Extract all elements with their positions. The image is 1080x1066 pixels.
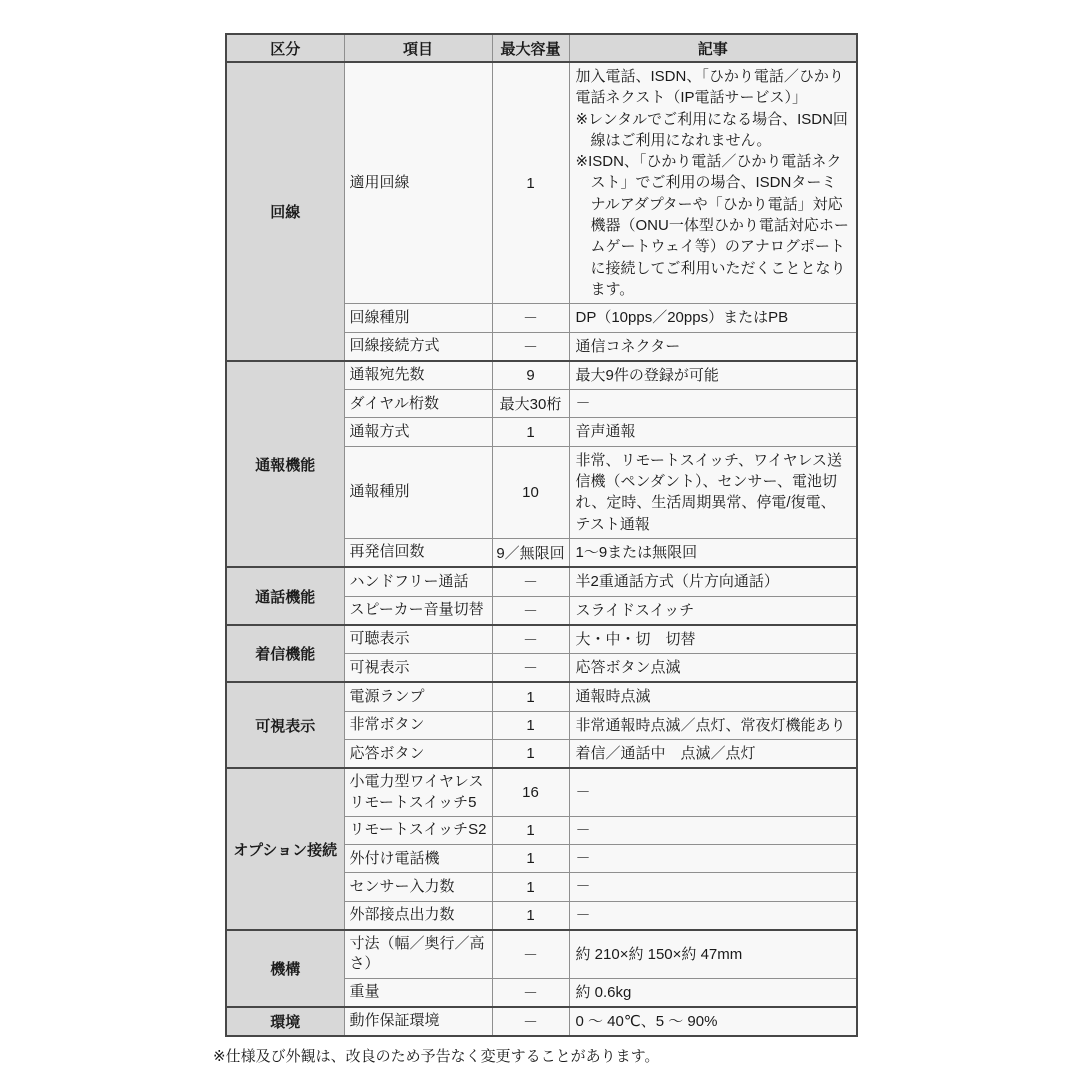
capacity-cell: 1 [492,682,569,711]
item-cell: 電源ランプ [344,682,492,711]
item-cell: 外部接点出力数 [344,901,492,930]
capacity-cell: 1 [492,418,569,446]
note-cell: DP（10pps／20pps）またはPB [569,304,857,332]
category-cell: 回線 [226,62,344,361]
capacity-cell: － [492,930,569,978]
item-cell: 通報宛先数 [344,361,492,390]
capacity-cell: 1 [492,711,569,739]
note-cell: 着信／通話中 点滅／点灯 [569,740,857,769]
category-cell: オプション接続 [226,768,344,930]
note-line: ※レンタルでご利用になる場合、ISDN回線はご利用になれません。 [575,110,848,149]
capacity-cell: 最大30桁 [492,390,569,418]
category-cell: 環境 [226,1007,344,1036]
table-row [226,361,857,390]
note-cell: 非常、リモートスイッチ、ワイヤレス送信機（ペンダント）、センサー、電池切れ、定時、生活周期異常、停電/復電、テスト通報 [569,446,857,538]
header-cell-category: 区分 [226,34,344,62]
table-row [226,62,857,304]
item-cell: リモートスイッチS2 [344,816,492,844]
capacity-cell: 1 [492,901,569,930]
note-cell: スライドスイッチ [569,596,857,625]
spec-group [226,625,857,683]
note-cell: 最大9件の登録が可能 [569,361,857,390]
note-cell: 通報時点滅 [569,682,857,711]
item-cell: スピーカー音量切替 [344,596,492,625]
note-cell: － [569,845,857,873]
capacity-cell: 1 [492,816,569,844]
note-cell: 大・中・切 切替 [569,625,857,654]
item-cell: 小電力型ワイヤレスリモートスイッチ5 [344,768,492,816]
header-cell-item: 項目 [344,34,492,62]
capacity-cell: 1 [492,62,569,304]
table-header [226,34,857,62]
table-row [226,1007,857,1036]
item-cell: 外付け電話機 [344,845,492,873]
header-cell-note: 記事 [569,34,857,62]
item-cell: ハンドフリー通話 [344,567,492,596]
note-cell: 約 210×約 150×約 47mm [569,930,857,978]
spec-table [225,33,858,1037]
category-cell: 通報機能 [226,361,344,567]
table-row [226,625,857,654]
header-cell-capacity: 最大容量 [492,34,569,62]
note-cell [569,62,857,304]
spec-group [226,62,857,361]
item-cell: 回線接続方式 [344,332,492,361]
capacity-cell: 1 [492,845,569,873]
note-cell: 音声通報 [569,418,857,446]
note-cell: － [569,901,857,930]
note-cell: 1～9または無限回 [569,538,857,567]
note-cell: 半2重通話方式（片方向通話） [569,567,857,596]
table-row [226,930,857,978]
spec-group [226,1007,857,1036]
item-cell: 重量 [344,978,492,1007]
item-cell: 可聴表示 [344,625,492,654]
capacity-cell: － [492,332,569,361]
item-cell: センサー入力数 [344,873,492,901]
spec-group [226,768,857,930]
note-cell: － [569,816,857,844]
spec-group [226,567,857,625]
category-cell: 着信機能 [226,625,344,683]
capacity-cell: － [492,625,569,654]
item-cell: 通報種別 [344,446,492,538]
note-cell: 通信コネクター [569,332,857,361]
category-cell: 通話機能 [226,567,344,625]
item-cell: 寸法（幅／奥行／高さ） [344,930,492,978]
note-line: ※ISDN、「ひかり電話／ひかり電話ネクスト」でご利用の場合、ISDNターミナルアダプターや「ひかり電話」対応機器（ONU一体型ひかり電話対応ホームゲートウェイ等）のアナログポートに接続してご利用いただくこととなります。 [575,153,849,298]
spec-group [226,361,857,567]
capacity-cell: 1 [492,873,569,901]
note-cell: 0 ～ 40℃、5 ～ 90% [569,1007,857,1036]
item-cell: 回線種別 [344,304,492,332]
note-cell: 非常通報時点滅／点灯、常夜灯機能あり [569,711,857,739]
capacity-cell: － [492,596,569,625]
note-cell: － [569,873,857,901]
item-cell: 非常ボタン [344,711,492,739]
capacity-cell: 16 [492,768,569,816]
note-cell: － [569,390,857,418]
capacity-cell: － [492,978,569,1007]
item-cell: 再発信回数 [344,538,492,567]
capacity-cell: － [492,1007,569,1036]
capacity-cell: 10 [492,446,569,538]
item-cell: 応答ボタン [344,740,492,769]
capacity-cell: － [492,654,569,683]
table-row [226,682,857,711]
item-cell: 通報方式 [344,418,492,446]
capacity-cell: 9 [492,361,569,390]
spec-group [226,930,857,1007]
footnote: ※仕様及び外観は、改良のため予告なく変更することがあります。 [213,1048,660,1066]
note-cell: 応答ボタン点滅 [569,654,857,683]
capacity-cell: － [492,304,569,332]
capacity-cell: 1 [492,740,569,769]
note-cell: 約 0.6kg [569,978,857,1007]
item-cell: 可視表示 [344,654,492,683]
item-cell: 適用回線 [344,62,492,304]
note-line: 加入電話、ISDN、「ひかり電話／ひかり電話ネクスト（IP電話サービス）」 [575,68,844,107]
category-cell: 可視表示 [226,682,344,768]
table-row [226,567,857,596]
item-cell: 動作保証環境 [344,1007,492,1036]
spec-sheet [213,33,856,1066]
table-row [226,768,857,816]
capacity-cell: 9／無限回 [492,538,569,567]
item-cell: ダイヤル桁数 [344,390,492,418]
category-cell: 機構 [226,930,344,1007]
header-row [226,34,857,62]
spec-group [226,682,857,768]
capacity-cell: － [492,567,569,596]
note-cell: － [569,768,857,816]
